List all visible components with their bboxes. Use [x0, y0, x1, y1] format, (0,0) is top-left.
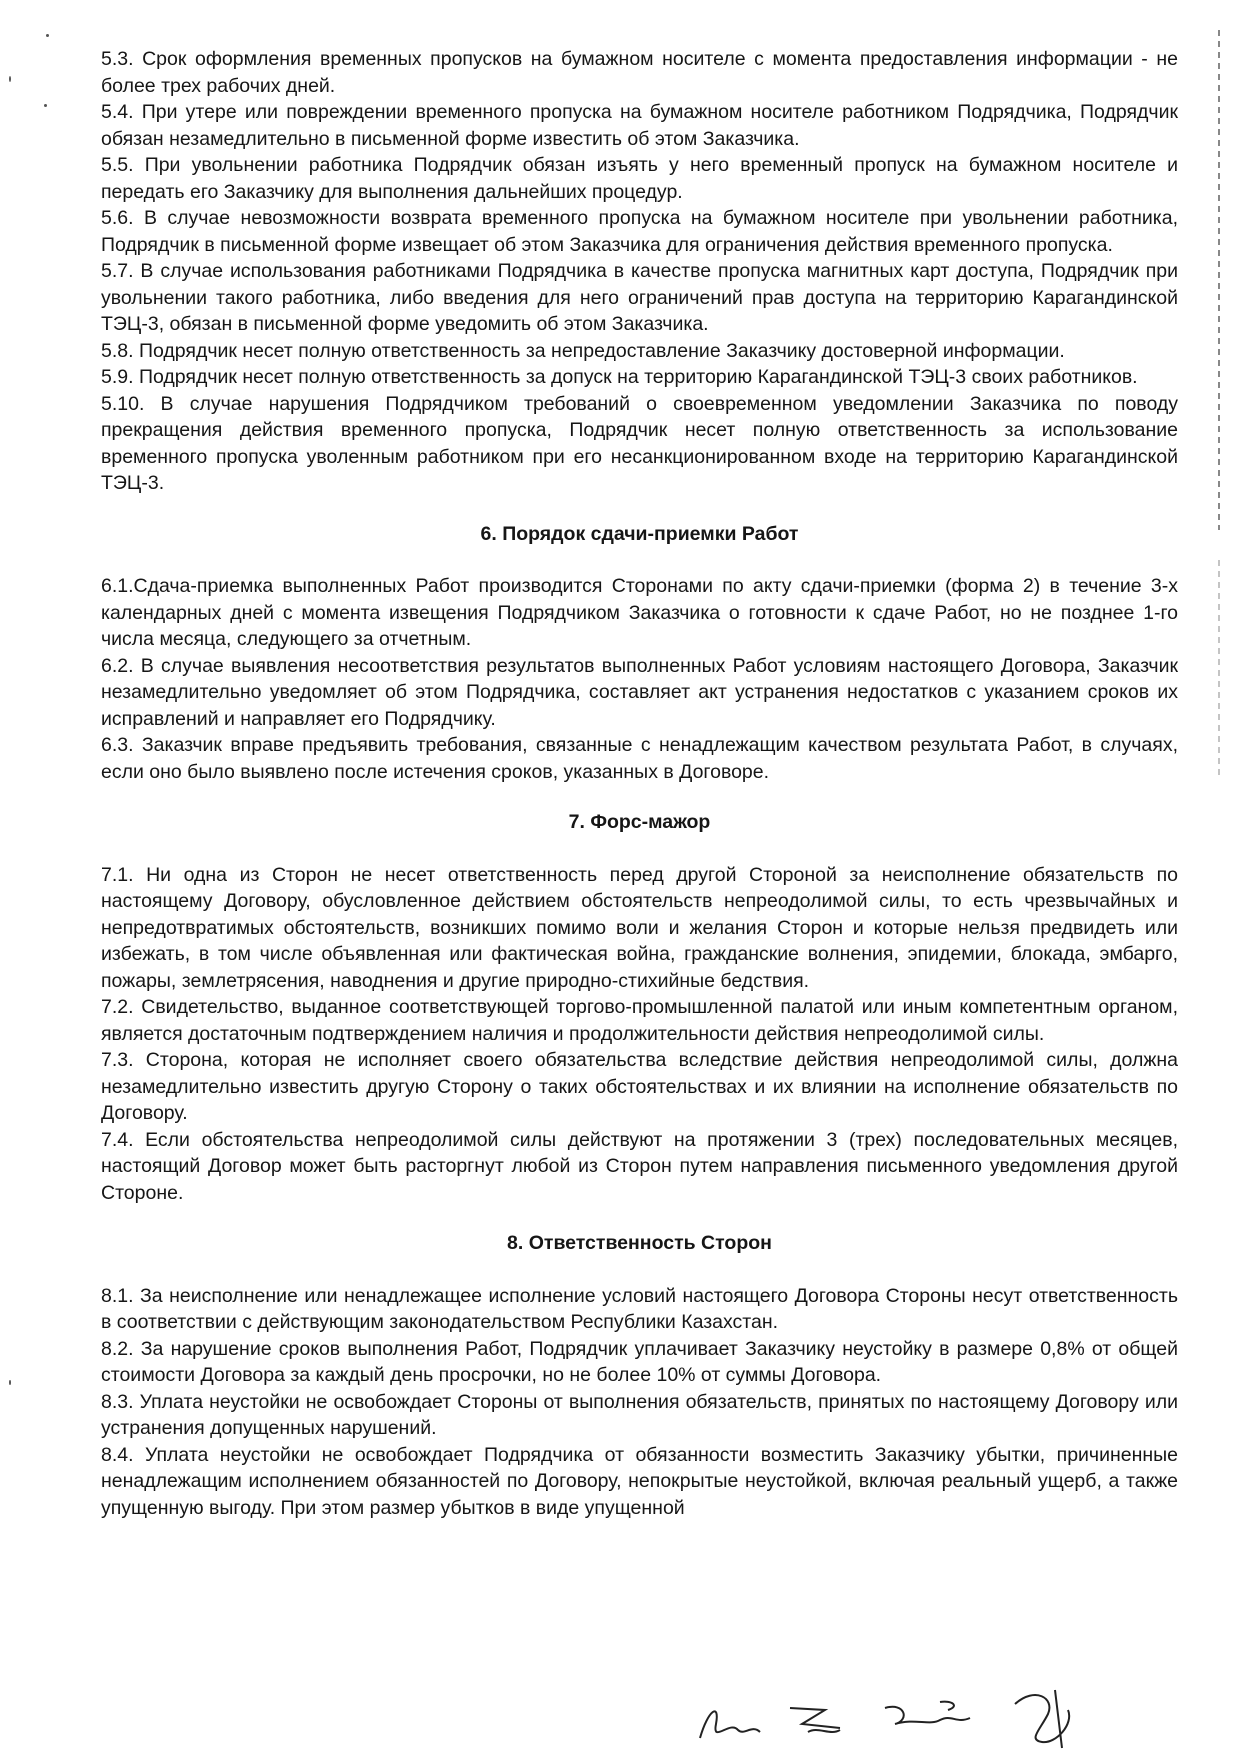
section-heading: 7. Форс-мажор [568, 811, 711, 833]
clause-paragraph: 7.1. Ни одна из Сторон не несет ответственность перед другой Стороной за неисполнение обязательств по настоящему Договору, обусловленное действием обстоятельств непреодолимой силы, то есть чрезвычайных и непредотвратимых обстоятельств, возникших помимо воли и желания Сторон и которые нельзя предвидеть или избежать, в том числе объявленная или фактическая война, гражданские волнения, эпидемии, блокада, эмбарго, пожары, землетрясения, наводнения и другие природно-стихийные бедствия. [101, 863, 1178, 992]
initials-signatures [690, 1680, 1160, 1750]
section-heading: 6. Порядок сдачи-приемки Работ [480, 522, 799, 545]
clause-paragraph: 7.3. Сторона, которая не исполняет своего обязательства вследствие действия непреодолимой силы, должна незамедлительно известить другую Сторону о таких обстоятельствах и их влиянии на исполнение обязательств по Договору. [101, 1049, 1178, 1124]
clause-paragraph: 6.2. В случае выявления несоответствия результатов выполненных Работ условиям настоящего Договора, Заказчик незамедлительно уведомляет об этом Подрядчика, составляет акт устранения недостатков с указанием сроков их исправлений и направляет его Подрядчику. [101, 654, 1178, 730]
clause-paragraph: 6.3. Заказчик вправе предъявить требования, связанные с ненадлежащим качеством результата Работ, в случаях, если оно было выявлено после истечения сроков, указанных в Договоре. [101, 734, 1178, 783]
document-body [101, 46, 1178, 1521]
clause-paragraph: 5.5. При увольнении работника Подрядчик обязан изъять у него временный пропуск на бумажном носителе и передать его Заказчику для выполнения дальнейших процедур. [101, 154, 1178, 203]
clause-paragraph: 5.3. Срок оформления временных пропусков на бумажном носителе с момента предоставления информации - не более трех рабочих дней. [101, 48, 1178, 97]
scan-speck [46, 34, 49, 37]
scan-edge-mark [1218, 30, 1220, 530]
clause-paragraph: 5.8. Подрядчик несет полную ответственность за непредоставление Заказчику достоверной информации. [101, 339, 1065, 362]
clause-paragraph: 7.2. Свидетельство, выданное соответствующей торгово-промышленной палатой или иным компетентным органом, является достаточным подтверждением наличия и продолжительности действия непреодолимой силы. [101, 996, 1178, 1045]
clause-paragraph: 8.4. Уплата неустойки не освобождает Подрядчика от обязанности возместить Заказчику убытки, причиненные ненадлежащим исполнением обязанностей по Договору, непокрытые неустойкой, включая реальный ущерб, а также упущенную выгоду. При этом размер убытков в виде упущенной [101, 1443, 1178, 1519]
clause-paragraph: 8.3. Уплата неустойки не освобождает Стороны от выполнения обязательств, принятых по настоящему Договору или устранения допущенных нарушений. [101, 1390, 1178, 1439]
scan-edge-mark [1218, 560, 1220, 780]
section-heading: 8. Ответственность Сторон [507, 1232, 772, 1254]
clause-paragraph: 5.6. В случае невозможности возврата временного пропуска на бумажном носителе при увольнении работника, Подрядчик в письменной форме извещает об этом Заказчика для ограничения действия временного пропуска. [101, 207, 1178, 256]
scan-speck [9, 76, 11, 82]
clause-paragraph: 8.1. За неисполнение или ненадлежащее исполнение условий настоящего Договора Стороны несут ответственность в соответствии с действующим законодательством Республики Казахстан. [101, 1284, 1178, 1333]
clause-paragraph: 5.9. Подрядчик несет полную ответственность за допуск на территорию Карагандинской ТЭЦ-3 своих работников. [101, 366, 1138, 388]
clause-paragraph: 8.2. За нарушение сроков выполнения Работ, Подрядчик уплачивает Заказчику неустойку в размере 0,8% от общей стоимости Договора за каждый день просрочки, но не более 10% от суммы Договора. [101, 1337, 1178, 1386]
clause-paragraph: 7.4. Если обстоятельства непреодолимой силы действуют на протяжении 3 (трех) последовательных месяцев, настоящий Договор может быть расторгнут любой из Сторон путем направления письменного уведомления другой Стороне. [101, 1128, 1178, 1204]
clause-paragraph: 5.7. В случае использования работниками Подрядчика в качестве пропуска магнитных карт доступа, Подрядчик при увольнении такого работника, либо введения для него ограничений прав доступа на территорию Карагандинской ТЭЦ-3, обязан в письменной форме уведомить об этом Заказчика. [101, 260, 1178, 335]
scan-speck [44, 104, 47, 107]
clause-paragraph: 6.1.Сдача-приемка выполненных Работ производится Сторонами по акту сдачи-приемки (форма 2) в течение 3-х календарных дней с момента извещения Подрядчиком Заказчика о готовности к сдаче Работ, но не позднее 1-го числа месяца, следующего за отчетным. [101, 575, 1178, 650]
scan-speck [9, 1380, 11, 1385]
clause-paragraph: 5.4. При утере или повреждении временного пропуска на бумажном носителе работником Подрядчика, Подрядчик обязан незамедлительно в письменной форме известить об этом Заказчика. [101, 101, 1178, 150]
clause-paragraph: 5.10. В случае нарушения Подрядчиком требований о своевременном уведомлении Заказчика по поводу прекращения действия временного пропуска, Подрядчик несет полную ответственность за использование временного пропуска уволенным работником при его несанкционированном входе на территорию Карагандинской ТЭЦ-3. [101, 392, 1178, 494]
